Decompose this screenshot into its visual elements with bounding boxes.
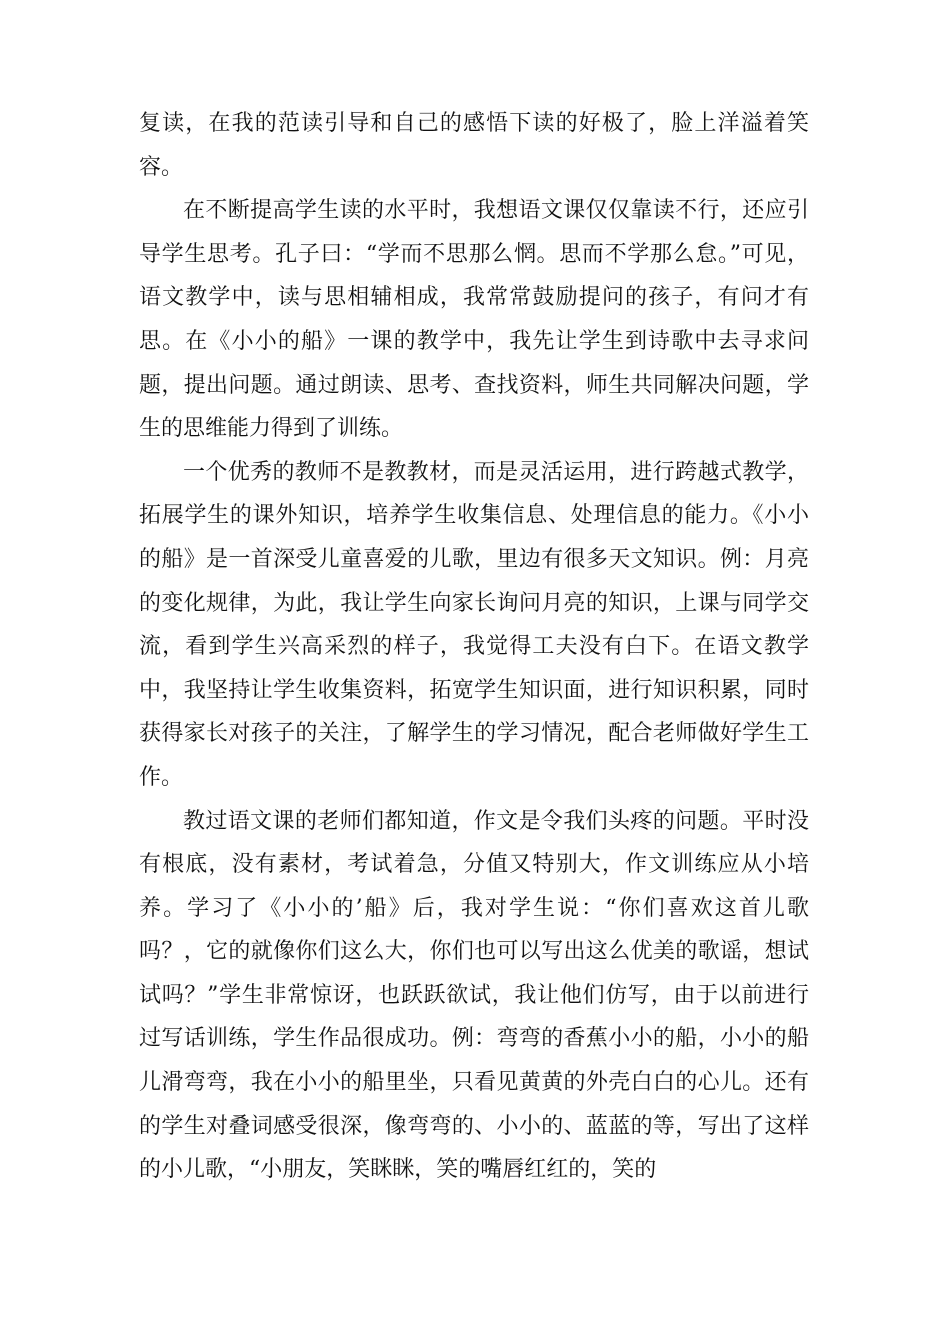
paragraph-4: 教过语文课的老师们都知道，作文是令我们头疼的问题。平时没有根底，没有素材，考试着急，分值又特别大，作文训练应从小培养。学习了《小小的’船》后，我对学生说：“你们喜欢这首儿歌吗？，它的就像你们这么大，你们也可以写出这么优美的歌谣，想试试吗？”学生非常惊讶，也跃跃欲试，我让他们仿写，由于以前进行过写话训练，学生作品很成功。例：弯弯的香蕉小小的船，小小的船儿滑弯弯，我在小小的船里坐，只看见黄黄的外壳白白的心儿。还有的学生对叠词感受很深，像弯弯的、小小的、蓝蓝的等，写出了这样的小儿歌，“小朋友，笑眯眯，笑的嘴唇红红的，笑的 (139, 808, 809, 1183)
paragraph-1: 复读，在我的范读引导和自己的感悟下读的好极了，脸上洋溢着笑容。 (139, 111, 809, 180)
paragraph-3: 一个优秀的教师不是教教材，而是灵活运用，进行跨越式教学，拓展学生的课外知识，培养学生收集信息、处理信息的能力。《小小的船》是一首深受儿童喜爱的儿歌，里边有很多天文知识。例：月亮的变化规律，为此，我让学生向家长询问月亮的知识，上课与同学交流，看到学生兴高采烈的样子，我觉得工夫没有白下。在语文教学中，我坚持让学生收集资料，拓宽学生知识面，进行知识积累，同时获得家长对孩子的关注，了解学生的学习情况，配合老师做好学生工作。 (139, 459, 809, 790)
document-body (139, 102, 809, 1192)
paragraph-2: 在不断提高学生读的水平时，我想语文课仅仅靠读不行，还应引导学生思考。孔子曰：“学而不思那么惘。思而不学那么怠。”可见，语文教学中，读与思相辅相成，我常常鼓励提问的孩子，有问才有思。在《小小的船》一课的教学中，我先让学生到诗歌中去寻求问题，提出问题。通过朗读、思考、查找资料，师生共同解决问题，学生的思维能力得到了训练。 (139, 198, 809, 442)
